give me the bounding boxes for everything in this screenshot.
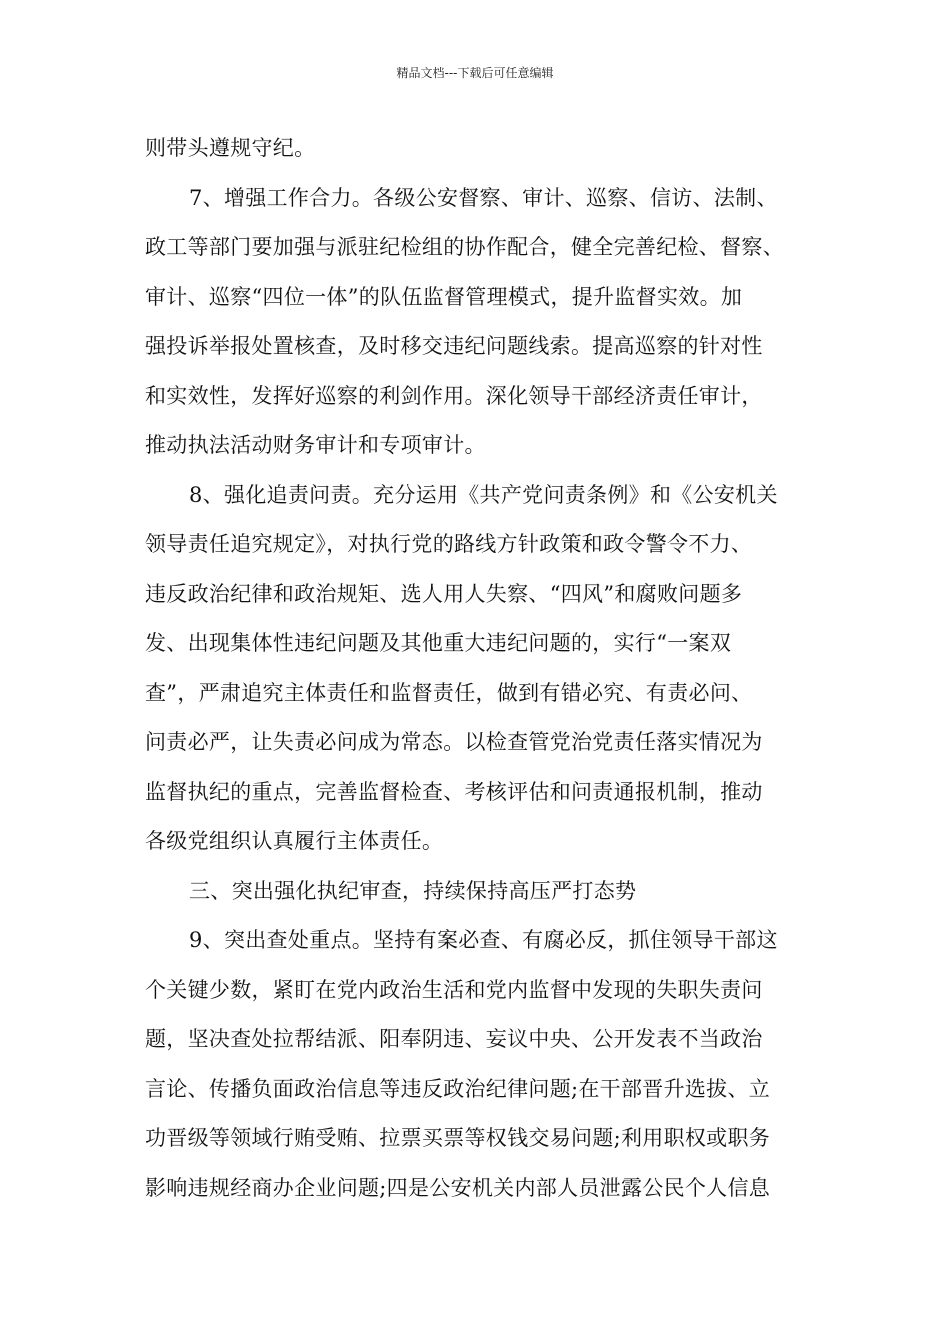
page-header: 精品文档---下载后可任意编辑 (396, 66, 554, 80)
text-line: 9、突出查处重点。坚持有案必查、有腐必反，抓住领导干部这 (189, 928, 778, 952)
text-line: 个关键少数，紧盯在党内政治生活和党内监督中发现的失职失责问 (145, 977, 763, 1002)
text-line: 则带头遵规守纪。 (145, 136, 316, 160)
document-body (145, 124, 835, 1213)
text-line: 监督执纪的重点，完善监督检查、考核评估和问责通报机制，推动 (145, 779, 763, 804)
text-line: 违反政治纪律和政治规矩、选人用人失察、“四风”和腐败问题多 (145, 581, 743, 606)
text-line: 7、增强工作合力。各级公安督察、审计、巡察、信访、法制、 (189, 185, 778, 210)
text-line: 三、突出强化执纪审查，持续保持高压严打态势 (189, 878, 637, 903)
text-line: 审计、巡察“四位一体”的队伍监督管理模式，提升监督实效。加 (145, 284, 743, 309)
text-line: 发、出现集体性违纪问题及其他重大违纪问题的，实行“一案双 (145, 631, 732, 655)
text-line: 强投诉举报处置核查，及时移交违纪问题线索。提高巡察的针对性 (145, 334, 763, 358)
text-line: 领导责任追究规定》，对执行党的路线方针政策和政令警令不力、 (145, 532, 753, 556)
text-line: 题，坚决查处拉帮结派、阳奉阴违、妄议中央、公开发表不当政治 (145, 1027, 763, 1051)
text-line: 8、强化追责问责。充分运用《共产党问责条例》和《公安机关 (189, 482, 778, 507)
text-line: 和实效性，发挥好巡察的利剑作用。深化领导干部经济责任审计， (145, 383, 763, 408)
text-line: 推动执法活动财务审计和专项审计。 (145, 433, 486, 457)
text-line: 言论、传播负面政治信息等违反政治纪律问题;在干部晋升选拔、立 (145, 1076, 771, 1101)
text-line: 各级党组织认真履行主体责任。 (145, 829, 444, 853)
text-line: 问责必严，让失责必问成为常态。以检查管党治党责任落实情况为 (145, 730, 763, 754)
text-line: 功晋级等领域行贿受贿、拉票买票等权钱交易问题;利用职权或职务 (145, 1126, 771, 1150)
text-line: 影响违规经商办企业问题;四是公安机关内部人员泄露公民个人信息 (145, 1175, 771, 1200)
text-line: 政工等部门要加强与派驻纪检组的协作配合，健全完善纪检、督察、 (145, 235, 784, 259)
text-line: 查”，严肃追究主体责任和监督责任，做到有错必究、有责必问、 (145, 680, 753, 705)
